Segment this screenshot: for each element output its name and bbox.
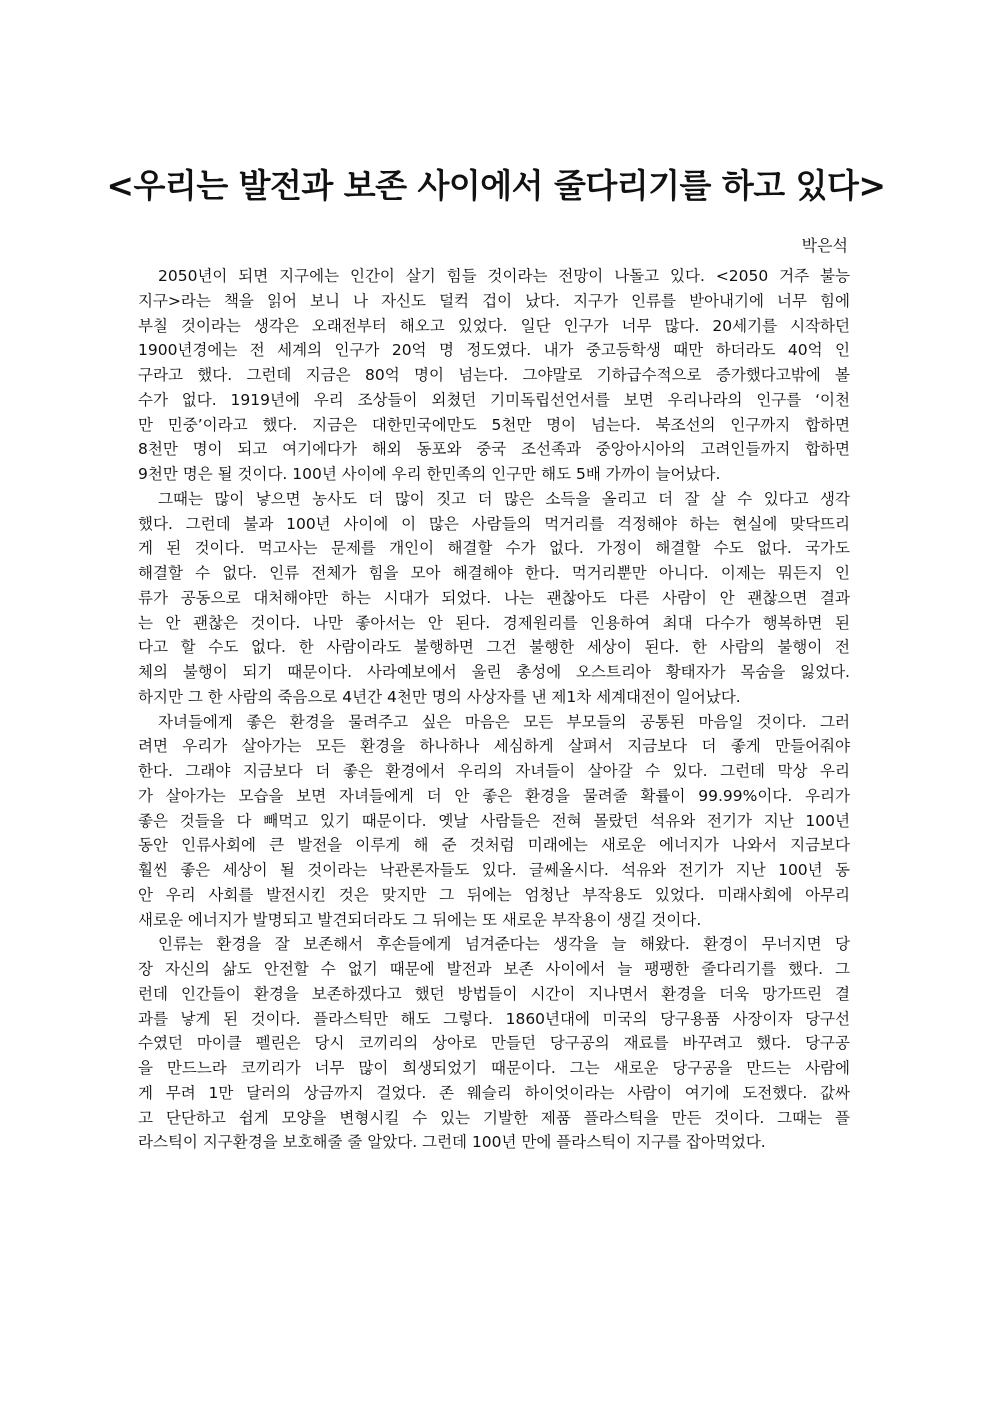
text-line: 라스틱이 지구환경을 보호해줄 줄 알았다. 그런데 100년 만에 플라스틱이 지구를 잡아먹었다. bbox=[138, 1133, 766, 1152]
text-line: 지구>라는 책을 읽어 보니 나 자신도 덜컥 겁이 났다. 지구가 인류를 받아내기에 너무 힘에 bbox=[138, 291, 850, 310]
text-line: 한다. 그래야 지금보다 더 좋은 환경에서 우리의 자녀들이 살아갈 수 있다. 그런데 막상 우리 bbox=[138, 762, 850, 780]
text-line: 하지만 그 한 사람의 죽음으로 4년간 4천만 명의 사상자를 낸 제1차 세계대전이 일어났다. bbox=[138, 687, 741, 706]
text-line: 다고 할 수도 없다. 한 사람이라도 불행하면 그건 불행한 세상이 된다. 한 사람의 불행이 전 bbox=[138, 638, 850, 657]
text-line: 장 자신의 삶도 안전할 수 없기 때문에 발전과 보존 사이에서 늘 팽팽한 줄다리기를 했다. 그 bbox=[138, 960, 850, 978]
text-line: 려면 우리가 살아가는 모든 환경을 하나하나 세심하게 살펴서 지금보다 더 좋게 만들어줘야 bbox=[138, 737, 850, 756]
text-line: 수가 없다. 1919년에 우리 조상들이 외쳤던 기미독립선언서를 보면 우리나라의 인구를 ‘이천 bbox=[138, 390, 850, 409]
paragraph bbox=[138, 487, 850, 710]
text-line: 가 살아가는 모습을 보면 자녀들에게 더 안 좋은 환경을 물려줄 확률이 99.99%이다. 우리가 bbox=[138, 786, 850, 805]
text-line: 게 무려 1만 달러의 상금까지 걸었다. 존 웨슬리 하이엇이라는 사람이 여기에 도전했다. 값싸 bbox=[138, 1083, 850, 1102]
text-line: 류가 공동으로 대처해야만 하는 시대가 되었다. 나는 괜찮아도 다른 사람이 안 괜찮으면 결과 bbox=[138, 588, 850, 607]
text-line: 했다. 그런데 불과 100년 사이에 이 많은 사람들의 먹거리를 걱정해야 하는 현실에 맞닥뜨리 bbox=[138, 514, 850, 533]
text-line: 과를 낳게 된 것이다. 플라스틱만 해도 그렇다. 1860년대에 미국의 당구용품 사장이자 당구선 bbox=[138, 1009, 850, 1028]
author-name: 박은석 bbox=[801, 236, 848, 255]
text-line: 8천만 명이 되고 여기에다가 해외 동포와 중국 조선족과 중앙아시아의 고려인들까지 합하면 bbox=[138, 440, 850, 459]
text-line: 수였던 마이클 펠린은 당시 코끼리의 상아로 만들던 당구공의 재료를 바꾸려고 했다. 당구공 bbox=[138, 1034, 850, 1053]
text-line: 인류는 환경을 잘 보존해서 후손들에게 넘겨준다는 생각을 늘 해왔다. 환경이 무너지면 당 bbox=[158, 935, 850, 954]
text-line: 을 만드느라 코끼리가 너무 많이 희생되었기 때문이다. 그는 새로운 당구공을 만드는 사람에 bbox=[138, 1059, 850, 1077]
paragraph bbox=[138, 932, 850, 1155]
text-line: 부칠 것이라는 생각은 오래전부터 해오고 있었다. 일단 인구가 너무 많다. 20세기를 시작하던 bbox=[138, 316, 850, 335]
text-line: 좋은 것들을 다 빼먹고 있기 때문이다. 옛날 사람들은 전혀 몰랐던 석유와 전기가 지난 100년 bbox=[138, 811, 850, 830]
text-line: 해결할 수 없다. 인류 전체가 힘을 모아 해결해야 한다. 먹거리뿐만 아니다. 이제는 뭐든지 인 bbox=[138, 564, 850, 582]
text-line: 훨씬 좋은 세상이 될 것이라는 낙관론자들도 있다. 글쎄올시다. 석유와 전기가 지난 100년 동 bbox=[138, 861, 850, 879]
text-line: 체의 불행이 되기 때문이다. 사라예보에서 울린 총성에 오스트리아 황태자가 목숨을 잃었다. bbox=[138, 663, 850, 681]
document-title: <우리는 발전과 보존 사이에서 줄다리기를 하고 있다> bbox=[106, 166, 886, 205]
text-line: 안 우리 사회를 발전시킨 것은 맞지만 그 뒤에는 엄청난 부작용도 있었다. 미래사회에 아무리 bbox=[138, 885, 850, 904]
document-body bbox=[138, 264, 850, 1155]
paragraph bbox=[138, 264, 850, 487]
text-line: 게 된 것이다. 먹고사는 문제를 개인이 해결할 수가 없다. 가정이 해결할 수도 없다. 국가도 bbox=[138, 539, 850, 558]
text-line: 구라고 했다. 그런데 지금은 80억 명이 넘는다. 그야말로 기하급수적으로 증가했다고밖에 볼 bbox=[138, 366, 850, 384]
text-line: 새로운 에너지가 발명되고 발견되더라도 그 뒤에는 또 새로운 부작용이 생길 것이다. bbox=[138, 910, 702, 929]
text-line: 런데 인간들이 환경을 보존하겠다고 했던 방법들이 시간이 지나면서 환경을 더욱 망가뜨린 결 bbox=[138, 984, 850, 1003]
text-line: 그때는 많이 낳으면 농사도 더 많이 짓고 더 많은 소득을 올리고 더 잘 살 수 있다고 생각 bbox=[158, 489, 850, 508]
text-line: 2050년이 되면 지구에는 인간이 살기 힘들 것이라는 전망이 나돌고 있다. <2050 거주 불능 bbox=[158, 267, 850, 285]
text-line: 9천만 명은 될 것이다. 100년 사이에 우리 한민족의 인구만 해도 5배 가까이 늘어났다. bbox=[138, 465, 721, 483]
text-line: 동안 인류사회에 큰 발전을 이루게 해 준 것처럼 미래에는 새로운 에너지가 나와서 지금보다 bbox=[138, 836, 850, 855]
paragraph bbox=[138, 710, 850, 933]
text-line: 만 민중’이라고 했다. 지금은 대한민국에만도 5천만 명이 넘는다. 북조선의 인구까지 합하면 bbox=[138, 415, 850, 434]
text-line: 고 단단하고 쉽게 모양을 변형시킬 수 있는 기발한 제품 플라스틱을 만든 것이다. 그때는 플 bbox=[138, 1108, 850, 1127]
text-line: 1900년경에는 전 세계의 인구가 20억 명 정도였다. 내가 중고등학생 때만 하더라도 40억 인 bbox=[138, 341, 850, 360]
text-line: 는 안 괜찮은 것이다. 나만 좋아서는 안 된다. 경제원리를 인용하여 최대 다수가 행복하면 된 bbox=[138, 613, 850, 632]
text-line: 자녀들에게 좋은 환경을 물려주고 싶은 마음은 모든 부모들의 공통된 마음일 것이다. 그러 bbox=[158, 712, 850, 731]
